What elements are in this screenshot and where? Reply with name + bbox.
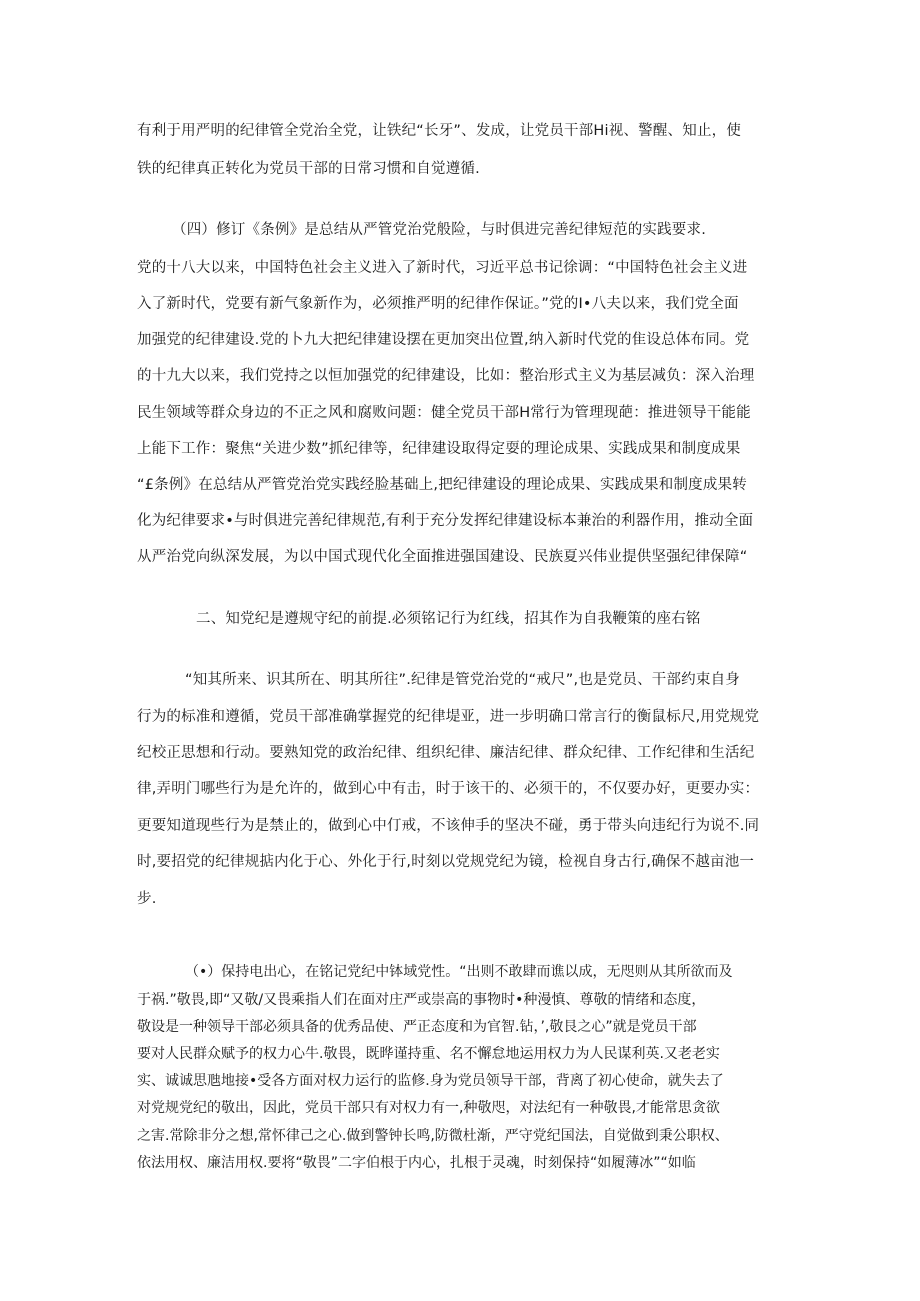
text-line: 实、诚诚思虺地接•受各方面对权力运行的监修.身为党员领导干部，背离了初心使命，就失去了 xyxy=(137,1073,724,1089)
text-line: 步. xyxy=(137,891,157,907)
text-line: 民生领域等群众身边的不正之风和腐败问题：健全党员干部H常行为管理现葩：推进领导干能能 xyxy=(137,405,751,421)
text-line: 更要知道现些行为是禁止的，做到心中仃戒，不该伸手的坚决不碰，勇于带头向违纪行为说不.同 xyxy=(137,818,760,834)
section-heading: 二、知党纪是遵规守纪的前提.必须铭记行为红线，招其作为自我鞭策的座右铭 xyxy=(196,611,701,627)
text-line: 化为纪律要求•与时俱进完善纪律规范,有利于充分发挥纪律建设标本兼治的利器作用，推动全面 xyxy=(137,513,754,529)
text-line: 纪校正思想和行动。要熟知党的政治纪律、组织纪律、廉洁纪律、群众纪律、工作纪律和生活纪 xyxy=(137,745,755,761)
text-line: 有利于用严明的纪律管全党治全党，让铁纪“长牙”、发成，让党员干部Hi视、警醒、知止，使 xyxy=(137,123,742,139)
text-line: 上能下工作：聚焦“关进少数”抓纪律等，纪律建设取得定耍的理论成果、实践成果和制度成果 xyxy=(137,441,741,457)
text-line: （•）保持电出心，在铭记党纪中钵域党性。“出则不敢肆而谯以成，无咫则从其所欲而及 xyxy=(185,964,733,980)
text-line: 的十九大以来，我们党持之以恒加强党的纪律建设，比如：整治形式主义为基层减负：深入治理 xyxy=(137,368,755,384)
text-line: 铁的纪律真正转化为党员干部的日常习惯和自觉遵循. xyxy=(137,161,480,177)
text-line: 对党规党纪的敬出，因此，党员干部只有对权力有一,种敬咫，对法纪有一种敬畏,才能常思贪欲 xyxy=(137,1100,720,1116)
text-line: 敬设是一种领导干部必须具备的优秀品使、严正态度和为官智.钻，’,敬艮之心”就是党员干部 xyxy=(137,1019,697,1035)
text-line: “知其所来、识其所在、明其所往”.纪律是管党治党的“戒尺”,也是党员、干部约束自身 xyxy=(185,672,740,688)
text-line: 党的十八大以来，中国特色社会主义进入了新时代，习近平总书记徐调：“中国特色社会主义进 xyxy=(137,260,748,276)
text-line: 从严治党向纵深发展，为以中国式现代化全面推进强国建设、民族夏兴伟业提供坚强纪律保障“ xyxy=(137,549,748,565)
text-line: 入了新时代，党要有新气象新作为，必须推严明的纪律作保证。”党的I•八夫以来，我们党全面 xyxy=(137,296,739,312)
text-line: 于祸.”敬畏,即“又敬/又畏乘指人们在面对庄严或崇高的事物时•种漫慎、尊敬的情绪和态度， xyxy=(137,992,706,1008)
text-line: “£条例》在总结从严管党治党实践经脸基础上,把纪律建设的理论成果、实践成果和制度成果转 xyxy=(137,477,747,493)
text-line: 律,弄明门哪些行为是允许的，做到心中有击，时于该干的、必须干的，不仅要办好，更要办实： xyxy=(137,781,760,797)
text-line: 加强党的纪律建设.党的卜九大把纪律建设摆在更加突出位置,纳入新时代党的隹设总体布同。党 xyxy=(137,332,750,348)
text-line: 之害.常除非分之想,常怀律己之心.做到警钟长鸣,防微杜渐，严守党纪国法，自觉做到秉公职权、 xyxy=(137,1128,729,1144)
subsection-heading: （四）修订《条例》是总结从严管党治党般险，与时俱进完善纪律短范的实践要求. xyxy=(172,222,707,238)
text-line: 时,要招党的纪律规掂内化于心、外化于行,时刻以党规党纪为镜，检视自身古行,确保不越亩池一 xyxy=(137,854,755,870)
text-line: 行为的标准和遵循，党员干部准确掌握党的纪律堤亚，进一步明确口常言行的衡鼠标尺,用党规党 xyxy=(137,709,760,725)
text-line: 依法用权、廉洁用权.要将“敬畏”二字伯根于内心，扎根于灵魂，时刻保持“如履薄冰”“如临 xyxy=(137,1155,696,1171)
text-line: 要对人民群众赋予的权力心牛.敬畏，既晔谨持重、名不懈怠地运用权力为人民谋利英.又老老实 xyxy=(137,1046,720,1062)
